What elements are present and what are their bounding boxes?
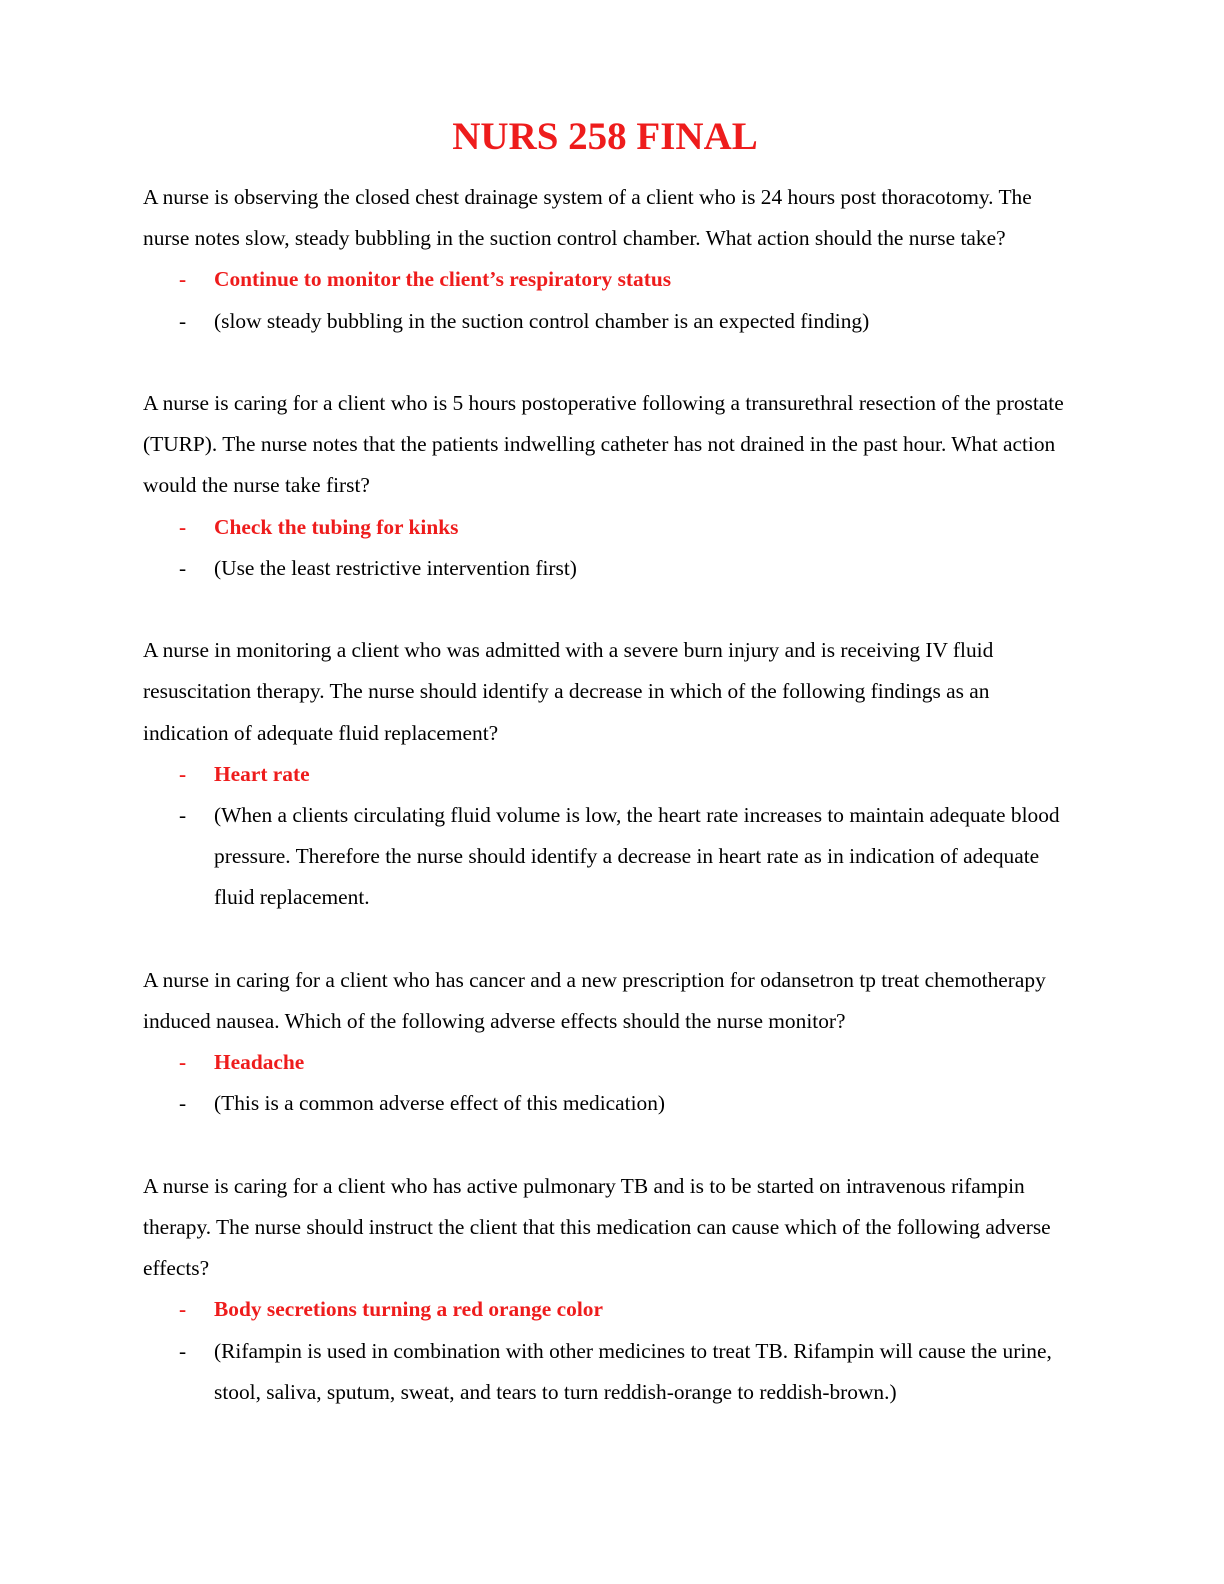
- bullet-dash: -: [179, 761, 187, 786]
- answer-list: [143, 507, 1078, 589]
- correct-answer-text: Continue to monitor the client’s respiratory status: [214, 267, 672, 292]
- question-text: A nurse in caring for a client who has cancer and a new prescription for odansetron tp treat chemotherapy induced nausea. Which of the following adverse effects should the nurse monitor?: [143, 967, 1046, 1034]
- rationale: [143, 548, 1078, 589]
- bullet-dash: -: [179, 308, 187, 333]
- correct-answer: [143, 1289, 1078, 1330]
- bullet-dash: -: [179, 555, 187, 580]
- question-block: [143, 630, 1078, 960]
- answer-list: [143, 754, 1078, 919]
- rationale: [143, 1331, 1078, 1413]
- rationale-text: (Rifampin is used in combination with other medicines to treat TB. Rifampin will cause the urine, stool, saliva, sputum, sweat, and tears to turn reddish-orange to reddish-brown.): [214, 1338, 1052, 1404]
- question-text: A nurse is caring for a client who has active pulmonary TB and is to be started on intravenous rifampin therapy. The nurse should instruct the client that this medication can cause which of the following adverse effects?: [143, 1173, 1051, 1281]
- correct-answer: [143, 507, 1078, 548]
- rationale-text: (slow steady bubbling in the suction control chamber is an expected finding): [214, 308, 870, 333]
- correct-answer-text: Headache: [214, 1050, 305, 1075]
- bullet-dash: -: [179, 1050, 187, 1075]
- bullet-dash: -: [179, 267, 187, 292]
- bullet-dash: -: [179, 1091, 187, 1116]
- question-text: A nurse is observing the closed chest drainage system of a client who is 24 hours post thoracotomy. The nurse notes slow, steady bubbling in the suction control chamber. What action should the nurse take?: [143, 185, 1032, 251]
- answer-list: [143, 259, 1078, 341]
- question-block: [143, 960, 1078, 1166]
- question-list: [143, 177, 1078, 1413]
- question-text: A nurse is caring for a client who is 5 hours postoperative following a transurethral resection of the prostate (TURP). The nurse notes that the patients indwelling catheter has not drained in the past hour. What action would the nurse take first?: [143, 391, 1064, 498]
- rationale-text: (Use the least restrictive intervention first): [214, 555, 577, 580]
- question-block: [143, 1166, 1078, 1413]
- question-block: [143, 177, 1078, 383]
- correct-answer-text: Check the tubing for kinks: [214, 514, 459, 539]
- question-text: A nurse in monitoring a client who was admitted with a severe burn injury and is receiving IV fluid resuscitation therapy. The nurse should identify a decrease in which of the following findings as an indication of adequate fluid replacement?: [143, 638, 994, 745]
- answer-list: [143, 1042, 1078, 1124]
- correct-answer: [143, 259, 1078, 300]
- rationale: [143, 1083, 1078, 1124]
- rationale: [143, 795, 1078, 919]
- document-title: NURS 258 FINAL: [452, 115, 758, 158]
- question-block: [143, 383, 1078, 630]
- correct-answer: [143, 754, 1078, 795]
- rationale-text: (When a clients circulating fluid volume is low, the heart rate increases to maintain adequate blood pressure. Therefore the nurse should identify a decrease in heart rate as in indication of adequate fluid replacement.: [214, 803, 1060, 910]
- bullet-dash: -: [179, 1338, 187, 1363]
- bullet-dash: -: [179, 514, 187, 539]
- correct-answer-text: Heart rate: [214, 761, 310, 786]
- bullet-dash: -: [179, 1297, 187, 1322]
- rationale-text: (This is a common adverse effect of this medication): [214, 1091, 666, 1116]
- rationale: [143, 301, 1078, 342]
- correct-answer-text: Body secretions turning a red orange color: [214, 1297, 603, 1322]
- bullet-dash: -: [179, 803, 187, 828]
- correct-answer: [143, 1042, 1078, 1083]
- answer-list: [143, 1289, 1078, 1413]
